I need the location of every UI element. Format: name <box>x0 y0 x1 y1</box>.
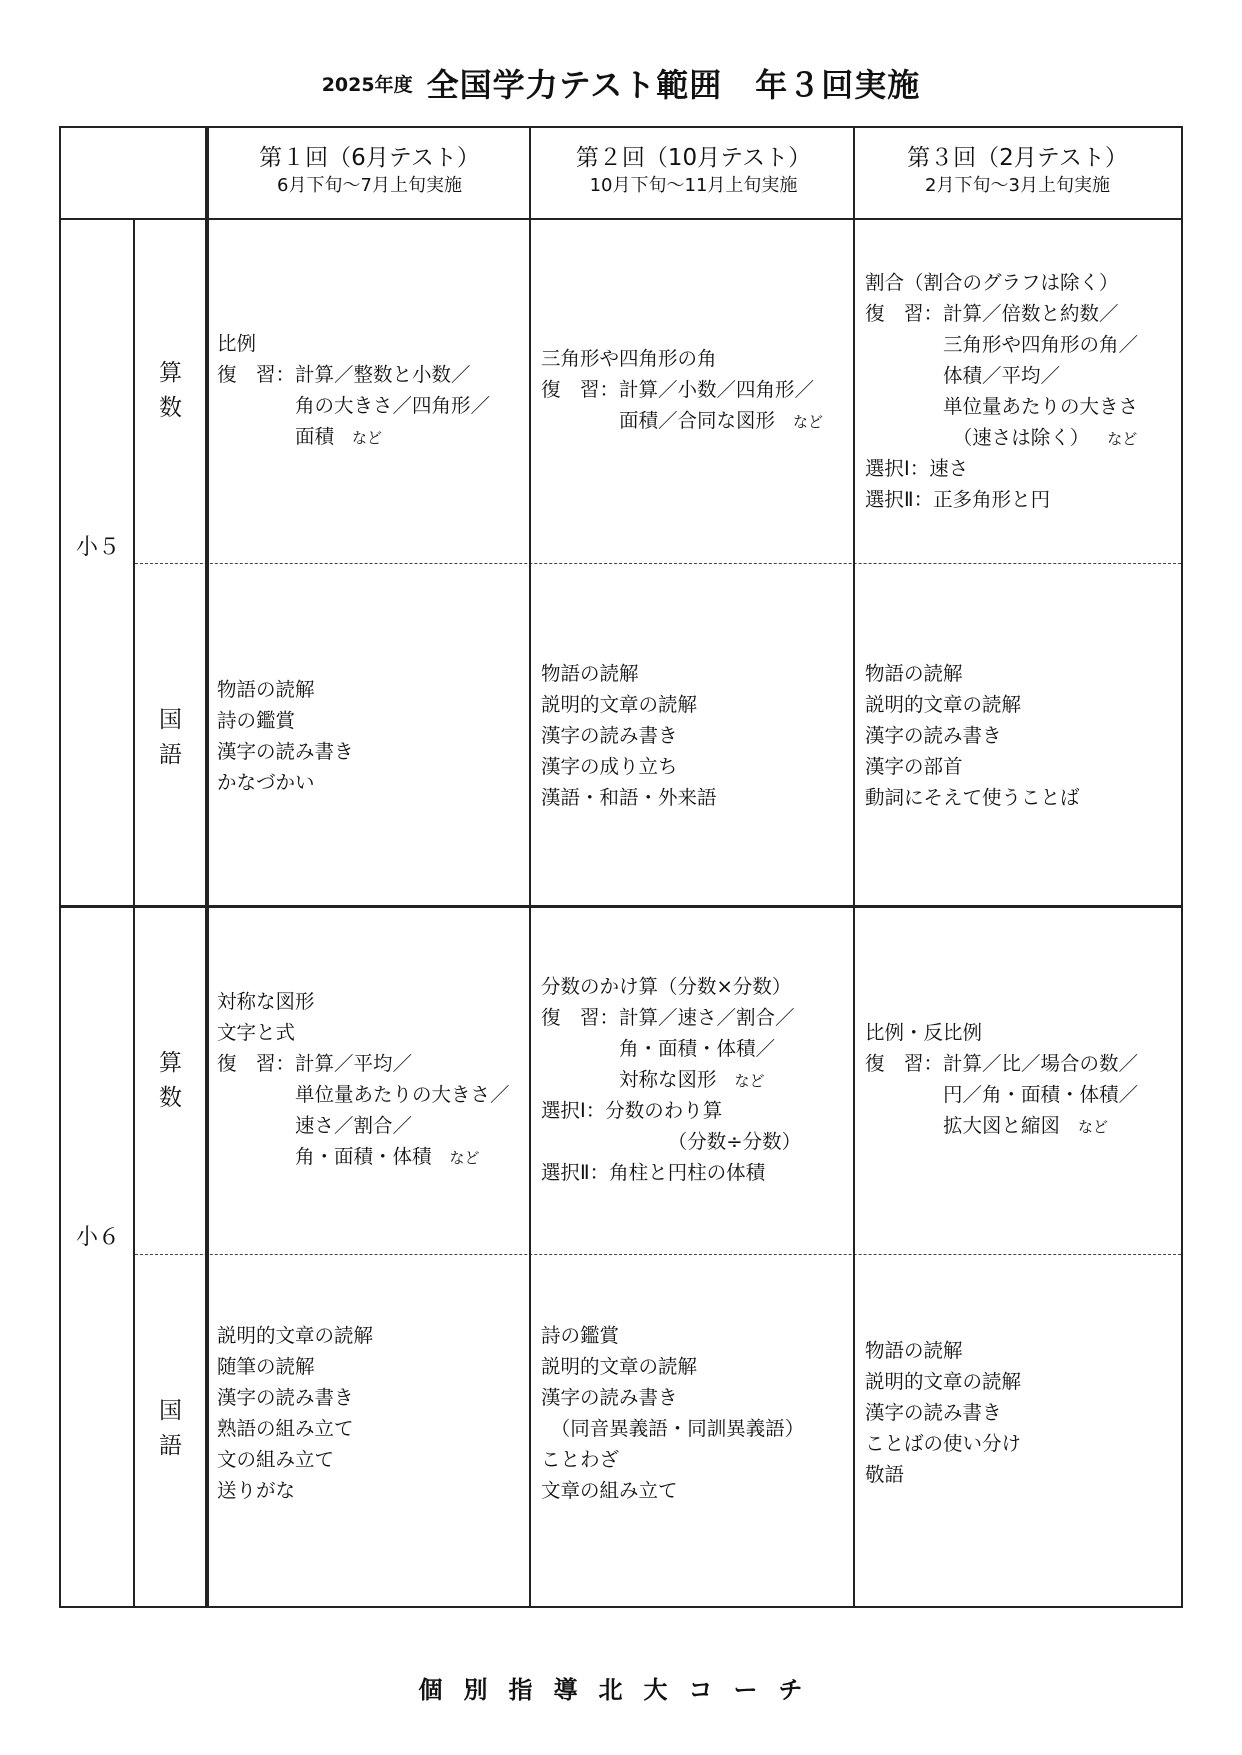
cell-line-text: 体積／平均／ <box>865 364 1061 387</box>
cell-line-text: 動詞にそえて使うことば <box>865 786 1080 809</box>
cell-line <box>217 359 490 390</box>
g6-subject-japanese: 国語 <box>159 1398 182 1459</box>
subject-col-divider <box>205 128 209 1606</box>
cell-line-text: 説明的文章の読解 <box>217 1324 374 1347</box>
col-divider-1 <box>529 128 531 1606</box>
cell-line <box>865 391 1138 422</box>
cell-line <box>541 751 717 782</box>
cell-line <box>865 484 1138 515</box>
cell-line <box>541 1475 804 1506</box>
g5-japanese-round-2 <box>541 658 717 813</box>
cell-line <box>865 1366 1021 1397</box>
cell-line-text: 文章の組み立て <box>541 1479 678 1502</box>
cell-line <box>865 1397 1021 1428</box>
cell-line <box>865 1017 1138 1048</box>
cell-line <box>865 658 1080 689</box>
cell-line-text: 文字と式 <box>217 1021 296 1044</box>
cell-line <box>217 328 490 359</box>
cell-line <box>865 360 1138 391</box>
cell-line <box>541 1002 801 1033</box>
cell-line <box>217 1017 510 1048</box>
cell-line-text: 比例・反比例 <box>865 1021 983 1044</box>
cell-line <box>541 1444 804 1475</box>
cell-line <box>217 986 510 1017</box>
cell-line <box>541 343 823 374</box>
g6-subject-divider <box>135 1254 1181 1255</box>
g6-math-round-2 <box>541 971 801 1188</box>
etc-note: など <box>352 429 383 447</box>
cell-line <box>541 374 823 405</box>
g6-subject-math: 算数 <box>159 1050 182 1111</box>
cell-line <box>865 422 1138 453</box>
cell-line-text: 敬語 <box>865 1463 905 1486</box>
cell-line <box>865 1428 1021 1459</box>
cell-line <box>217 421 490 452</box>
cell-line <box>541 405 823 436</box>
g5-subject-divider <box>135 563 1181 564</box>
cell-line <box>541 1033 801 1064</box>
header-divider <box>61 218 1181 220</box>
title-year: 2025年度 <box>321 73 413 96</box>
g5-math-round-3 <box>865 267 1138 515</box>
cell-line-text: 単位量あたりの大きさ／ <box>217 1083 510 1106</box>
cell-line-text: 角・面積・体積 <box>217 1145 432 1168</box>
cell-line <box>865 751 1080 782</box>
etc-note: など <box>1078 1118 1109 1136</box>
cell-line <box>865 720 1080 751</box>
grade-divider <box>61 905 1181 908</box>
cell-line-text: 文の組み立て <box>217 1448 335 1471</box>
cell-line <box>865 1079 1138 1110</box>
cell-line <box>541 1351 804 1382</box>
cell-line <box>541 1320 804 1351</box>
grade-col-divider <box>133 218 135 1606</box>
cell-line <box>541 1413 804 1444</box>
cell-line <box>217 1413 373 1444</box>
cell-line <box>217 705 354 736</box>
cell-line-text: 比例 <box>217 332 257 355</box>
cell-line-text: 選択Ⅰ：分数のわり算 <box>541 1099 723 1122</box>
g5-japanese-round-1 <box>217 674 354 798</box>
cell-line <box>541 689 717 720</box>
cell-line <box>865 453 1138 484</box>
cell-line <box>217 1110 510 1141</box>
cell-line-text: 漢字の読み書き <box>217 1386 354 1409</box>
cell-line <box>541 1126 801 1157</box>
cell-line-text: 拡大図と縮図 <box>865 1114 1061 1137</box>
cell-line-text: 熟語の組み立て <box>217 1417 354 1440</box>
cell-line <box>217 390 490 421</box>
cell-line-text: 説明的文章の読解 <box>541 1355 698 1378</box>
grade-label-5: 小５ <box>75 535 120 560</box>
g6-japanese-round-3 <box>865 1335 1021 1490</box>
g6-japanese-round-2 <box>541 1320 804 1506</box>
cell-line <box>865 689 1080 720</box>
etc-note: など <box>449 1149 480 1167</box>
cell-line-text: 送りがな <box>217 1479 296 1502</box>
cell-line-text: 選択Ⅰ：速さ <box>865 457 969 480</box>
cell-line-text: 漢字の成り立ち <box>541 755 678 778</box>
cell-line-text: 選択Ⅱ：正多角形と円 <box>865 488 1051 511</box>
g6-japanese-round-1 <box>217 1320 373 1506</box>
cell-line-text: 復 習：計算／比／場合の数／ <box>865 1052 1139 1075</box>
cell-line-text: 説明的文章の読解 <box>865 1370 1022 1393</box>
cell-line-text: 面積／合同な図形 <box>541 409 776 432</box>
cell-line-text: 三角形や四角形の角 <box>541 347 717 370</box>
cell-line-text: 単位量あたりの大きさ <box>865 395 1139 418</box>
cell-line-text: 選択Ⅱ：角柱と円柱の体積 <box>541 1161 766 1184</box>
cell-line <box>217 1382 373 1413</box>
cell-line <box>541 720 717 751</box>
schedule-table <box>59 126 1183 1608</box>
cell-line <box>541 658 717 689</box>
cell-line <box>217 1444 373 1475</box>
title-main: 全国学力テスト範囲 年３回実施 <box>426 66 921 104</box>
cell-line-text: 復 習：計算／倍数と約数／ <box>865 302 1119 325</box>
cell-line <box>217 767 354 798</box>
etc-note: など <box>1107 430 1138 448</box>
cell-line <box>217 1048 510 1079</box>
cell-line-text: （同音異義語・同訓異義語） <box>541 1417 805 1440</box>
cell-line <box>541 1064 801 1095</box>
g5-japanese-round-3 <box>865 658 1080 813</box>
header-round-1-period: 6月下旬〜7月上旬実施 <box>277 175 462 196</box>
cell-line-text: 割合（割合のグラフは除く） <box>865 271 1119 294</box>
g6-math-round-1 <box>217 986 510 1172</box>
header-round-1-name: 第１回（6月テスト） <box>259 145 480 171</box>
cell-line-text: 漢字の読み書き <box>865 724 1002 747</box>
cell-line-text: 漢字の読み書き <box>541 1386 678 1409</box>
cell-line-text: 漢字の読み書き <box>541 724 678 747</box>
cell-line <box>217 1351 373 1382</box>
header-round-3 <box>855 144 1180 200</box>
cell-line-text: 復 習：計算／小数／四角形／ <box>541 378 815 401</box>
cell-line <box>541 1382 804 1413</box>
cell-line-text: 分数のかけ算（分数×分数） <box>541 975 792 998</box>
footer-school-name: 個別指導北大コーチ <box>418 1676 824 1704</box>
header-round-3-period: 2月下旬〜3月上旬実施 <box>925 175 1110 196</box>
cell-line-text: 漢語・和語・外来語 <box>541 786 717 809</box>
cell-line <box>541 971 801 1002</box>
cell-line-text: かなづかい <box>217 771 315 794</box>
cell-line <box>865 329 1138 360</box>
cell-line <box>541 782 717 813</box>
cell-line-text: 漢字の部首 <box>865 755 963 778</box>
cell-line <box>541 1157 801 1188</box>
cell-line-text: （分数÷分数） <box>541 1130 802 1153</box>
cell-line <box>865 267 1138 298</box>
cell-line <box>865 1335 1021 1366</box>
cell-line-text: 漢字の読み書き <box>865 1401 1002 1424</box>
cell-line-text: ことわざ <box>541 1448 620 1471</box>
cell-line <box>865 298 1138 329</box>
g5-subject-japanese: 国語 <box>159 707 182 768</box>
cell-line <box>865 782 1080 813</box>
cell-line <box>865 1459 1021 1490</box>
header-round-3-name: 第３回（2月テスト） <box>907 145 1128 171</box>
cell-line-text: 三角形や四角形の角／ <box>865 333 1139 356</box>
cell-line-text: 説明的文章の読解 <box>541 693 698 716</box>
cell-line-text: 物語の読解 <box>541 662 639 685</box>
cell-line-text: 詩の鑑賞 <box>217 709 296 732</box>
cell-line-text: 対称な図形 <box>541 1068 717 1091</box>
etc-note: など <box>734 1072 765 1090</box>
cell-line <box>865 1110 1138 1141</box>
cell-line-text: 説明的文章の読解 <box>865 693 1022 716</box>
cell-line-text: 面積 <box>217 425 335 448</box>
cell-line <box>217 1079 510 1110</box>
cell-line <box>217 736 354 767</box>
cell-line <box>541 1095 801 1126</box>
cell-line-text: 物語の読解 <box>865 662 963 685</box>
cell-line-text: 物語の読解 <box>217 678 315 701</box>
cell-line-text: 復 習：計算／速さ／割合／ <box>541 1006 795 1029</box>
etc-note: など <box>793 413 824 431</box>
cell-line-text: 角・面積・体積／ <box>541 1037 776 1060</box>
cell-line <box>217 674 354 705</box>
g5-math-round-1 <box>217 328 490 452</box>
cell-line <box>217 1475 373 1506</box>
cell-line <box>217 1141 510 1172</box>
cell-line-text: 角の大きさ／四角形／ <box>217 394 491 417</box>
page-title <box>0 60 1242 106</box>
header-round-1 <box>207 144 532 200</box>
g5-math-round-2 <box>541 343 823 436</box>
cell-line-text: 詩の鑑賞 <box>541 1324 620 1347</box>
cell-line <box>865 1048 1138 1079</box>
cell-line-text: 円／角・面積・体積／ <box>865 1083 1139 1106</box>
header-round-2 <box>531 144 856 200</box>
cell-line-text: 速さ／割合／ <box>217 1114 413 1137</box>
cell-line-text: 随筆の読解 <box>217 1355 315 1378</box>
cell-line-text: 漢字の読み書き <box>217 740 354 763</box>
cell-line-text: 復 習：計算／整数と小数／ <box>217 363 471 386</box>
col-divider-2 <box>853 128 855 1606</box>
cell-line-text: 物語の読解 <box>865 1339 963 1362</box>
cell-line-text: ことばの使い分け <box>865 1432 1022 1455</box>
g5-subject-math: 算数 <box>159 360 182 421</box>
cell-line-text: 対称な図形 <box>217 990 315 1013</box>
cell-line-text: （速さは除く） <box>865 426 1090 449</box>
g6-math-round-3 <box>865 1017 1138 1141</box>
cell-line-text: 復 習：計算／平均／ <box>217 1052 413 1075</box>
header-round-2-name: 第２回（10月テスト） <box>575 145 812 171</box>
cell-line <box>217 1320 373 1351</box>
header-round-2-period: 10月下旬〜11月上旬実施 <box>589 175 798 196</box>
grade-label-6: 小６ <box>75 1225 120 1250</box>
